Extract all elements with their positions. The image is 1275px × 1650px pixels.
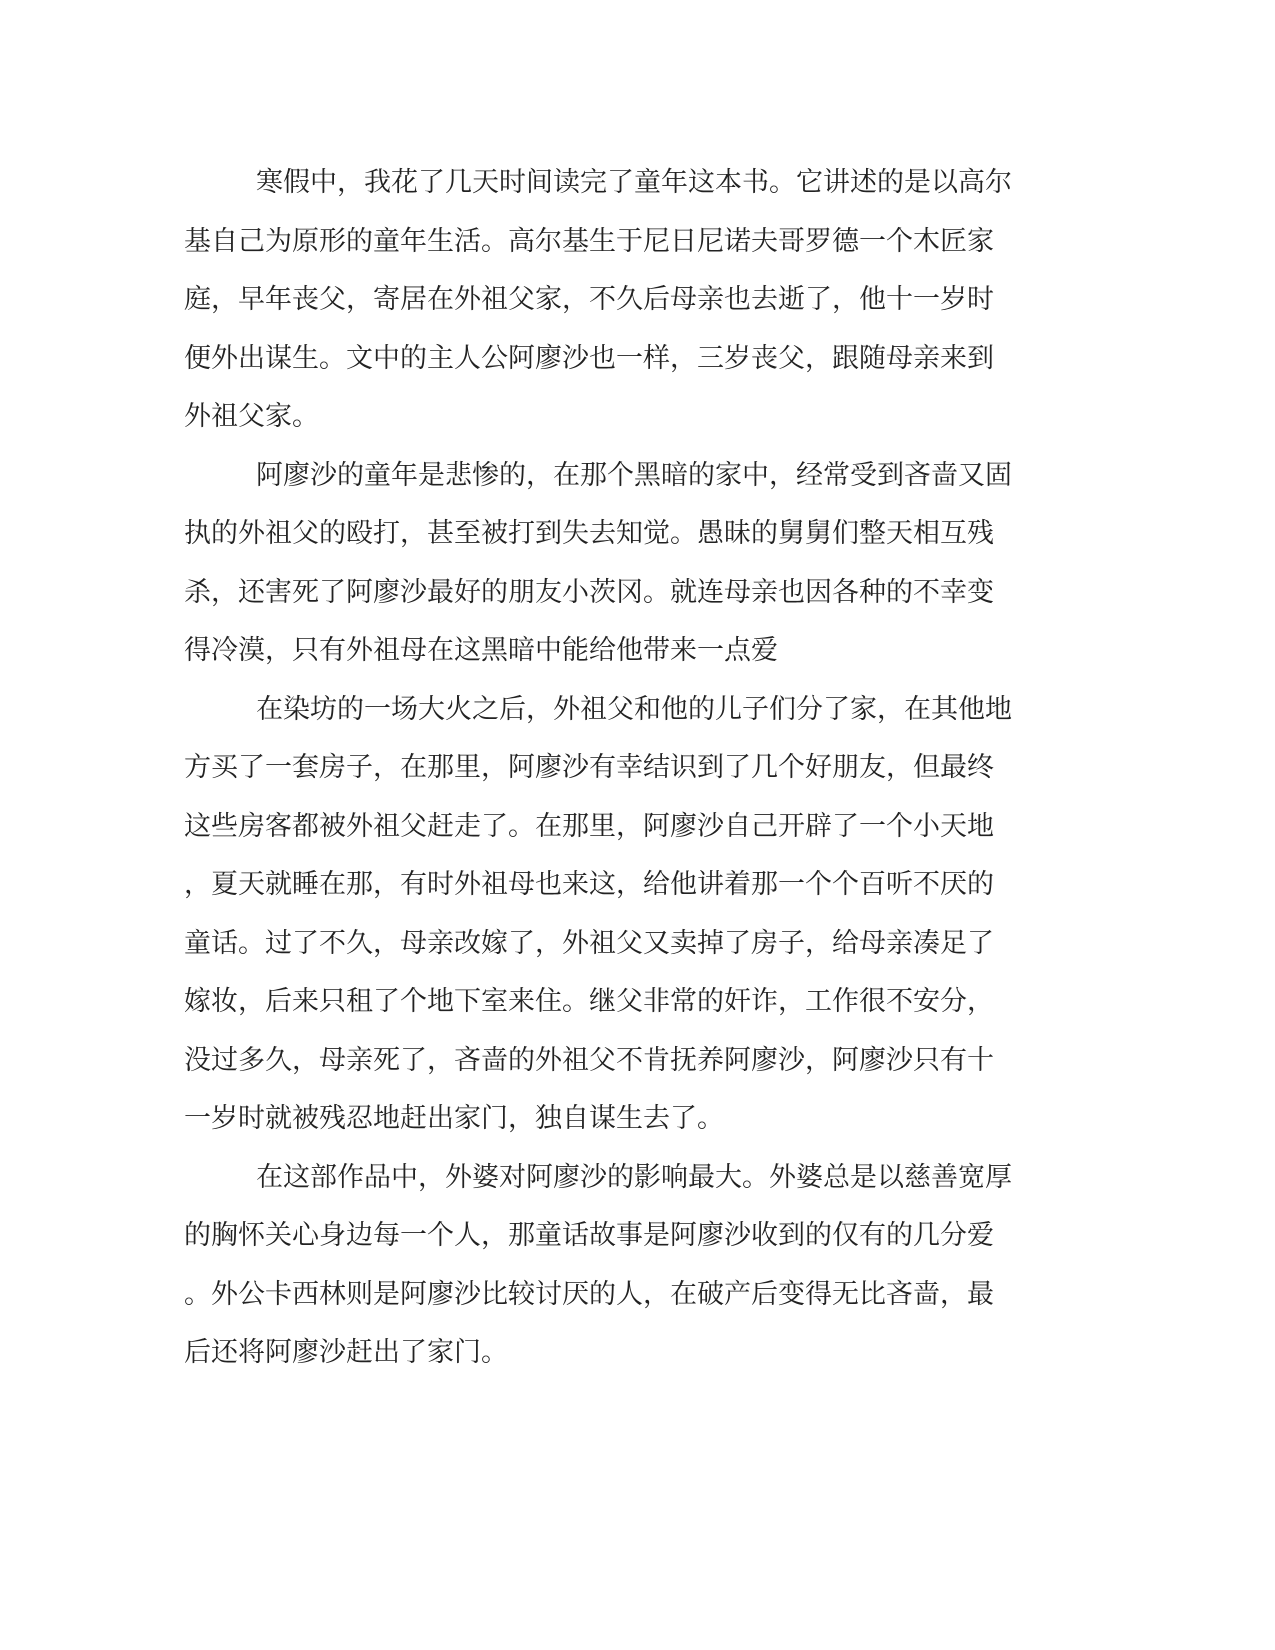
- text-line: 后还将阿廖沙赶出了家门。: [184, 1337, 508, 1368]
- text-line: 这些房客都被外祖父赶走了。在那里，阿廖沙自己开辟了一个小天地: [184, 810, 994, 842]
- text-line: 外祖父家。: [184, 401, 319, 432]
- text-line: 。外公卡西林则是阿廖沙比较讨厌的人，在破产后变得无比吝啬，最: [184, 1278, 994, 1310]
- text-line: 一岁时就被残忍地赶出家门，独自谋生去了。: [184, 1103, 724, 1134]
- text-line: 阿廖沙的童年是悲惨的，在那个黑暗的家中，经常受到吝啬又固: [256, 459, 1012, 491]
- text-line: 庭，早年丧父，寄居在外祖父家，不久后母亲也去逝了，他十一岁时: [184, 284, 994, 315]
- paragraph: [184, 1149, 1044, 1383]
- text-line: 便外出谋生。文中的主人公阿廖沙也一样，三岁丧父，跟随母亲来到: [184, 342, 994, 374]
- text-line: 在这部作品中，外婆对阿廖沙的影响最大。外婆总是以慈善宽厚: [256, 1161, 1012, 1193]
- body-text: [184, 154, 1044, 1383]
- text-line: 执的外祖父的殴打，甚至被打到失去知觉。愚昧的舅舅们整天相互残: [184, 518, 994, 549]
- text-line: 童话。过了不久，母亲改嫁了，外祖父又卖掉了房子，给母亲凑足了: [184, 927, 994, 959]
- text-line: 得冷漠，只有外祖母在这黑暗中能给他带来一点爱: [184, 635, 778, 666]
- text-line: 在染坊的一场大火之后，外祖父和他的儿子们分了家，在其他地: [256, 693, 1012, 725]
- paragraph: [184, 681, 1044, 1149]
- text-line: 基自己为原形的童年生活。高尔基生于尼日尼诺夫哥罗德一个木匠家: [184, 225, 994, 257]
- paragraph: [184, 447, 1044, 681]
- text-line: 的胸怀关心身边每一个人，那童话故事是阿廖沙收到的仅有的几分爱: [184, 1220, 994, 1251]
- text-line: 杀，还害死了阿廖沙最好的朋友小茨冈。就连母亲也因各种的不幸变: [184, 576, 994, 608]
- text-line: 方买了一套房子，在那里，阿廖沙有幸结识到了几个好朋友，但最终: [184, 752, 994, 783]
- text-line: 寒假中，我花了几天时间读完了童年这本书。它讲述的是以高尔: [256, 167, 1012, 198]
- paragraph: [184, 154, 1044, 447]
- text-line: 没过多久，母亲死了，吝啬的外祖父不肯抚养阿廖沙，阿廖沙只有十: [184, 1044, 994, 1076]
- text-line: 嫁妆，后来只租了个地下室来住。继父非常的奸诈，工作很不安分，: [184, 986, 994, 1017]
- text-line: ，夏天就睡在那，有时外祖母也来这，给他讲着那一个个百听不厌的: [184, 869, 994, 900]
